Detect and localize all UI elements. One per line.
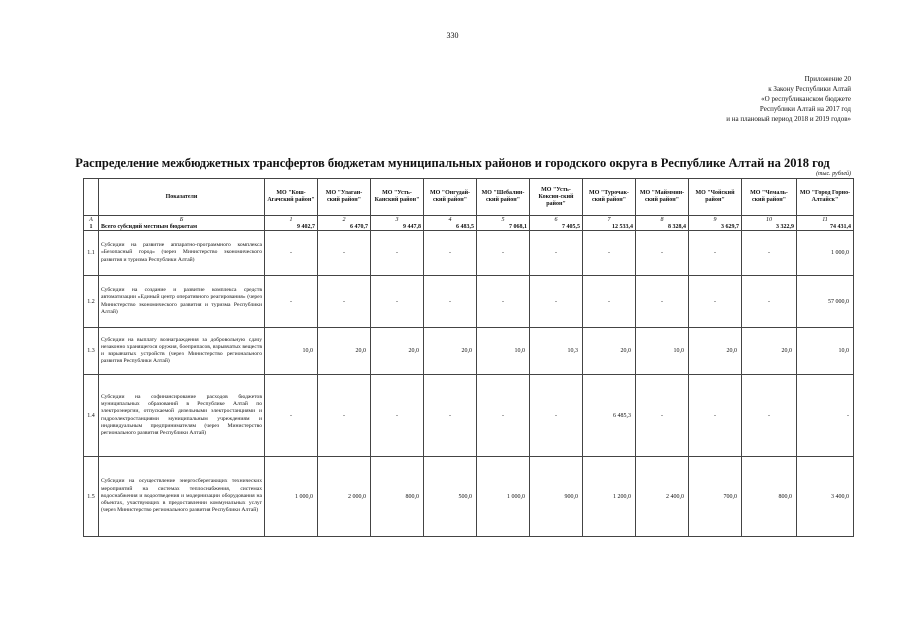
cell-value: 10,0 (797, 328, 854, 375)
cell-value: - (797, 375, 854, 457)
cell-value: 1 200,0 (583, 457, 636, 537)
cell-value: - (265, 231, 318, 276)
column-index: 11 (797, 216, 854, 224)
row-description: Субсидии на развитие аппаратно-программного комплекса «Безопасный город» (через Министерство экономического развития и туризма Республики Алтай) (99, 231, 265, 276)
row-number: 1.4 (84, 375, 99, 457)
table-row (84, 231, 854, 276)
cell-value: - (583, 231, 636, 276)
cell-value: - (477, 231, 530, 276)
page-number: 330 (446, 31, 459, 40)
row-number: 1.1 (84, 231, 99, 276)
cell-value: - (742, 375, 797, 457)
total-row (84, 223, 854, 231)
total-value: 7 405,5 (530, 223, 583, 231)
header-column: МО "Усть-Коксин-ский район" (530, 179, 583, 216)
cell-value: - (636, 276, 689, 328)
row-description: Субсидии на выплату вознаграждения за добровольную сдачу незаконно хранящегося оружия, боеприпасов, взрывчатых веществ и взрывчатых устройств (через Министерство регионального развития Республики Алтай) (99, 328, 265, 375)
total-value: 6 470,7 (318, 223, 371, 231)
cell-value: - (530, 231, 583, 276)
row-number: 1.5 (84, 457, 99, 537)
cell-value: - (477, 276, 530, 328)
header-column: МО "Чойский район" (689, 179, 742, 216)
appendix-line: «О республиканском бюджете (761, 95, 851, 103)
cell-value: - (265, 375, 318, 457)
column-index-row (84, 216, 854, 224)
row-label: Всего субсидий местным бюджетам (99, 223, 265, 231)
total-value: 3 629,7 (689, 223, 742, 231)
header-column: МО "Онгудай-ский район" (424, 179, 477, 216)
cell-value: 57 000,0 (797, 276, 854, 328)
document-title: Распределение межбюджетных трансфертов бюджетам муниципальных районов и городского округа в Республике Алтай на 2018 год (75, 156, 830, 170)
cell-value: 1 000,0 (265, 457, 318, 537)
total-value: 74 431,4 (797, 223, 854, 231)
row-description: Субсидии на осуществление энергосберегающих технических мероприятий на системах теплоснабжения, системах водоснабжения и водоотведения и модернизации оборудования на объектах, участвующих в предоставлении коммунальных услуг (через Министерство регионального развития Республики Алтай) (99, 457, 265, 537)
header-column: МО "Чемаль-ский район" (742, 179, 797, 216)
header-column: МО "Город Горно-Алтайск" (797, 179, 854, 216)
cell-value: - (371, 276, 424, 328)
cell-value: - (742, 276, 797, 328)
cell-value: - (689, 231, 742, 276)
appendix-line: и на плановый период 2018 и 2019 годов» (726, 115, 851, 123)
row-number: 1.3 (84, 328, 99, 375)
cell-value: 800,0 (742, 457, 797, 537)
cell-value: - (424, 231, 477, 276)
appendix-line: Республики Алтай на 2017 год (759, 105, 851, 113)
appendix-line: к Закону Республики Алтай (768, 85, 851, 93)
column-index: 6 (530, 216, 583, 224)
cell-value: 2 400,0 (636, 457, 689, 537)
cell-value: 1 000,0 (477, 457, 530, 537)
column-index: 4 (424, 216, 477, 224)
transfers-table (83, 178, 854, 537)
cell-value: - (583, 276, 636, 328)
total-value: 7 068,1 (477, 223, 530, 231)
appendix-line: Приложение 20 (804, 75, 851, 83)
total-value: 8 328,4 (636, 223, 689, 231)
cell-value: 700,0 (689, 457, 742, 537)
units-label: (тыс. рублей) (816, 171, 851, 177)
row-number: 1.2 (84, 276, 99, 328)
cell-value: 800,0 (371, 457, 424, 537)
cell-value: - (371, 231, 424, 276)
table-row (84, 375, 854, 457)
cell-value: 20,0 (583, 328, 636, 375)
row-description: Субсидии на создание и развитие комплекса средств автоматизации «Единый центр оперативного реагирования» (через Министерство экономического развития и туризма Республики Алтай) (99, 276, 265, 328)
total-value: 9 447,8 (371, 223, 424, 231)
cell-value: - (318, 231, 371, 276)
cell-value: 10,3 (530, 328, 583, 375)
cell-value: - (689, 375, 742, 457)
column-index: А (84, 216, 99, 224)
appendix-note (726, 74, 851, 124)
table-row (84, 276, 854, 328)
table-row (84, 328, 854, 375)
column-index: Б (99, 216, 265, 224)
column-index: 3 (371, 216, 424, 224)
cell-value: - (689, 276, 742, 328)
cell-value: 2 000,0 (318, 457, 371, 537)
cell-value: 500,0 (424, 457, 477, 537)
cell-value: - (530, 375, 583, 457)
cell-value: - (265, 276, 318, 328)
cell-value: - (636, 375, 689, 457)
row-description: Субсидии на софинансирование расходов бюджетов муниципальных образований в Республике Алтай по электроэнергии, отпускаемой дизельными электростанциями и гидроэлектростанциями муниципальным учреждениям и индивидуальным предпринимателям (через Министерство регионального развития Республики Алтай) (99, 375, 265, 457)
cell-value: 1 000,0 (797, 231, 854, 276)
row-number: 1 (84, 223, 99, 231)
cell-value: 6 485,3 (583, 375, 636, 457)
cell-value: - (530, 276, 583, 328)
column-index: 10 (742, 216, 797, 224)
total-value: 6 483,5 (424, 223, 477, 231)
cell-value: - (318, 375, 371, 457)
column-index: 8 (636, 216, 689, 224)
header-column: МО "Кош-Агачский район" (265, 179, 318, 216)
cell-value: 20,0 (424, 328, 477, 375)
cell-value: - (477, 375, 530, 457)
cell-value: 10,0 (265, 328, 318, 375)
cell-value: - (318, 276, 371, 328)
column-index: 5 (477, 216, 530, 224)
header-num (84, 179, 99, 216)
header-column: МО "Улаган-ский район" (318, 179, 371, 216)
header-column: МО "Турочак-ский район" (583, 179, 636, 216)
cell-value: - (371, 375, 424, 457)
table-row (84, 457, 854, 537)
column-index: 9 (689, 216, 742, 224)
total-value: 3 322,9 (742, 223, 797, 231)
header-column: МО "Майммин-ский район" (636, 179, 689, 216)
total-value: 12 533,4 (583, 223, 636, 231)
header-column: МО "Шебалин-ский район" (477, 179, 530, 216)
cell-value: 10,0 (477, 328, 530, 375)
cell-value: 20,0 (318, 328, 371, 375)
header-column: МО "Усть-Канский район" (371, 179, 424, 216)
cell-value: - (424, 276, 477, 328)
cell-value: 20,0 (689, 328, 742, 375)
header-row (84, 179, 854, 216)
cell-value: 10,0 (636, 328, 689, 375)
cell-value: - (742, 231, 797, 276)
column-index: 2 (318, 216, 371, 224)
column-index: 1 (265, 216, 318, 224)
cell-value: 3 400,0 (797, 457, 854, 537)
header-indicator: Показатели (99, 179, 265, 216)
cell-value: - (636, 231, 689, 276)
total-value: 9 402,7 (265, 223, 318, 231)
cell-value: 20,0 (742, 328, 797, 375)
cell-value: - (424, 375, 477, 457)
cell-value: 900,0 (530, 457, 583, 537)
cell-value: 20,0 (371, 328, 424, 375)
column-index: 7 (583, 216, 636, 224)
